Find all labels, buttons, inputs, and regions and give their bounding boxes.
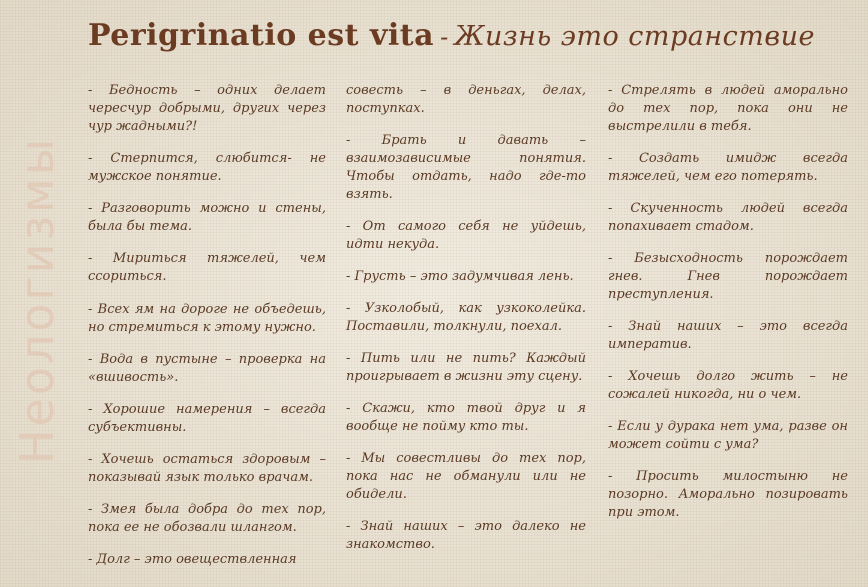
latin-title: Perigrinatio est vita xyxy=(88,18,435,53)
aphorism-item: - Мы совестливы до тех пор, пока нас не обманули или не обидели. xyxy=(346,451,586,502)
aphorism-item: - Стерпится, слюбится- не мужское понятие. xyxy=(88,151,326,184)
aphorism-item: - Пить или не пить? Каждый проигрывает в жизни эту сцену. xyxy=(346,351,586,384)
aphorism-item: - Всех ям на дороге не объедешь, но стремиться к этому нужно. xyxy=(88,302,326,335)
column-2 xyxy=(346,82,586,568)
column-1 xyxy=(88,82,326,583)
aphorism-item: - Знай наших – это всегда императив. xyxy=(608,319,848,352)
aphorism-item: - Бедность – одних делает чересчур добрыми, других через чур жадными?! xyxy=(88,83,326,134)
aphorism-item: - Брать и давать – взаимозависимые понятия. Чтобы отдать, надо где-то взять. xyxy=(346,133,586,202)
aphorism-item: - Безысходность порождает гнев. Гнев порождает преступления. xyxy=(608,251,848,302)
aphorism-item: - Долг – это овеществленная xyxy=(88,552,297,567)
side-label xyxy=(10,135,64,465)
title-separator: - xyxy=(440,23,449,51)
aphorism-item: - Если у дурака нет ума, разве он может сойти с ума? xyxy=(608,419,848,452)
aphorism-item: - Мириться тяжелей, чем ссориться. xyxy=(88,251,326,284)
aphorism-item: - Хорошие намерения – всегда субъективны. xyxy=(88,402,326,435)
aphorism-item: - От самого себя не уйдешь, идти некуда. xyxy=(346,219,586,252)
column-3 xyxy=(608,82,848,536)
aphorism-item: - Скажи, кто твой друг и я вообще не пойму кто ты. xyxy=(346,401,586,434)
side-label-text: Неологизмы xyxy=(10,135,64,465)
russian-title: Жизнь это странствие xyxy=(454,21,815,52)
aphorism-item: - Просить милостыню не позорно. Аморально позировать при этом. xyxy=(608,469,848,520)
aphorism-item: - Хочешь долго жить – не сожалей никогда, ни о чем. xyxy=(608,369,848,402)
aphorism-item: - Стрелять в людей аморально до тех пор, пока они не выстрелили в тебя. xyxy=(608,83,848,134)
aphorism-item: - Скученность людей всегда попахивает стадом. xyxy=(608,201,848,234)
aphorism-item: - Узколобый, как узкоколейка. Поставили, толкнули, поехал. xyxy=(346,301,586,334)
aphorism-item: - Знай наших – это далеко не знакомство. xyxy=(346,519,586,552)
aphorism-item: совесть – в деньгах, делах, поступках. xyxy=(346,83,586,116)
page-title xyxy=(88,18,848,62)
aphorism-item: - Разговорить можно и стены, была бы тема. xyxy=(88,201,326,234)
aphorism-item: - Создать имидж всегда тяжелей, чем его потерять. xyxy=(608,151,848,184)
aphorism-item: - Змея была добра до тех пор, пока ее не обозвали шлангом. xyxy=(88,502,326,535)
aphorism-item: - Хочешь остаться здоровым – показывай язык только врачам. xyxy=(88,452,326,485)
aphorism-item: - Грусть – это задумчивая лень. xyxy=(346,269,574,284)
aphorism-item: - Вода в пустыне – проверка на «вшивость». xyxy=(88,352,326,385)
